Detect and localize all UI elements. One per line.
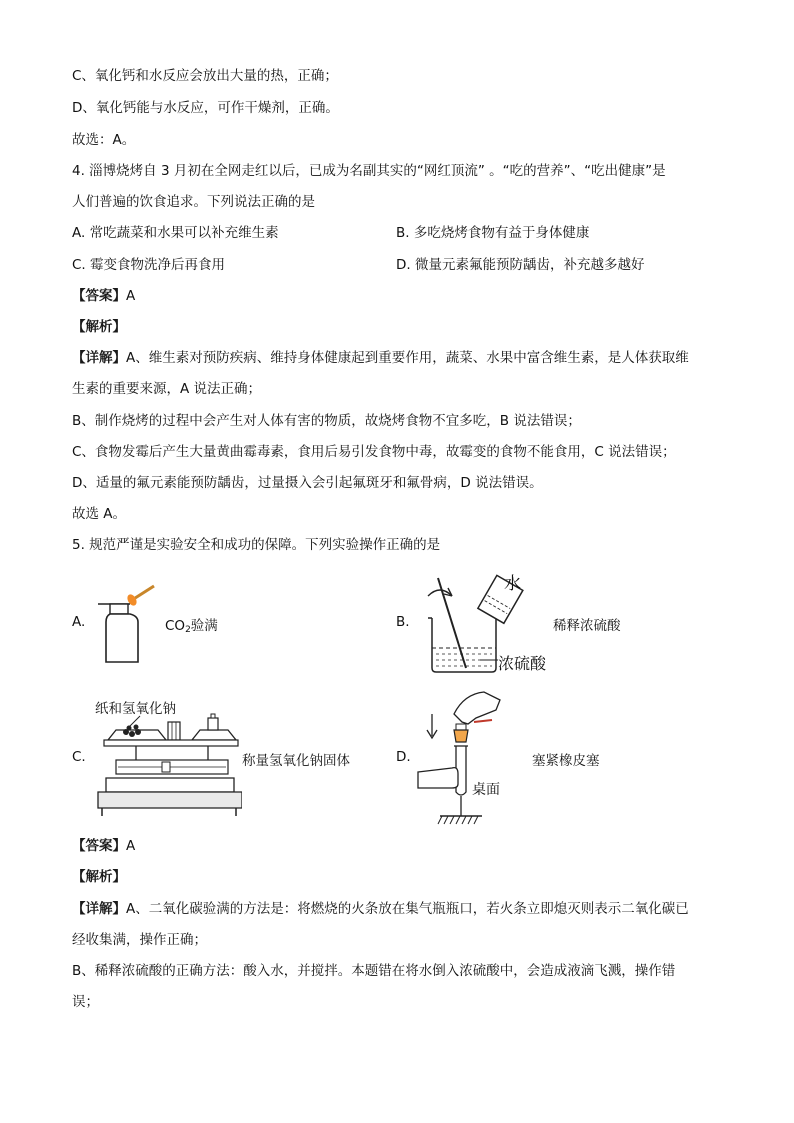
q5-option-b-caption: 稀释浓硫酸 <box>553 618 621 634</box>
q4-answer-line <box>72 287 135 305</box>
q4-option-b: B. 多吃烧烤食物有益于身体健康 <box>396 225 590 241</box>
q4-option-d: D. 微量元素氟能预防龋齿，补充越多越好 <box>396 257 645 273</box>
q4-detail-line1: 【详解】A、维生素对预防疾病、维持身体健康起到重要作用，蔬菜、水果中富含维生素，是人体获取维 <box>72 350 689 366</box>
q3-option-d-analysis: D、氧化钙能与水反应，可作干燥剂，正确。 <box>72 100 339 116</box>
q5-option-c-top-label: 纸和氢氧化钠 <box>95 701 176 717</box>
q5-option-a-caption: $CO_2$验满 <box>165 618 218 635</box>
answer-tag: 【答案】 <box>72 288 126 304</box>
q4-choice: 故选 A。 <box>72 506 127 522</box>
detail-tag: 【详解】 <box>72 350 126 366</box>
q5-detail-line4: 误； <box>72 994 99 1010</box>
detail-tag: 【详解】 <box>72 901 126 917</box>
q4-option-c: C. 霉变食物洗净后再食用 <box>72 257 226 273</box>
q5-option-b-water-label: 水 <box>504 574 521 594</box>
q5-option-c-caption: 称量氢氧化钠固体 <box>242 753 350 769</box>
q5-detail-line2: 经收集满，操作正确； <box>72 932 207 948</box>
q3-option-c-analysis: C、氧化钙和水反应会放出大量的热，正确； <box>72 68 338 84</box>
q5-option-a-letter: A. <box>72 614 86 630</box>
q3-choice: 故选：A。 <box>72 132 136 148</box>
answer-tag: 【答案】 <box>72 838 126 854</box>
q5-answer-line <box>72 837 135 855</box>
answer-value: A <box>126 288 136 304</box>
balance-illustration <box>96 712 242 824</box>
q5-detail-line1: 【详解】A、二氧化碳验满的方法是：将燃烧的火条放在集气瓶瓶口，若火条立即熄灭则表示二氧化碳已 <box>72 901 689 917</box>
q5-option-d-caption: 塞紧橡皮塞 <box>532 753 600 769</box>
q4-option-a: A. 常吃蔬菜和水果可以补充维生素 <box>72 225 279 241</box>
q4-stem-line1: 4. 淄博烧烤自 3 月初在全网走红以后，已成为名副其实的“网红顶流” 。“吃的营养”、“吃出健康”是 <box>72 163 666 179</box>
q4-detail-line5: D、适量的氟元素能预防龋齿，过量摄入会引起氟斑牙和氟骨病，D 说法错误。 <box>72 475 543 491</box>
q5-stem: 5. 规范严谨是实验安全和成功的保障。下列实验操作正确的是 <box>72 537 441 553</box>
q4-detail-line3: B、制作烧烤的过程中会产生对人体有害的物质，故烧烤食物不宜多吃，B 说法错误； <box>72 413 581 429</box>
test-tube-stopper-illustration <box>416 688 506 828</box>
answer-value: A <box>126 838 136 854</box>
q4-detail-line4: C、食物发霉后产生大量黄曲霉毒素，食用后易引发食物中毒，故霉变的食物不能食用，C 说法错误； <box>72 444 676 460</box>
q4-analysis-tag: 【解析】 <box>72 319 126 335</box>
q4-stem-line2: 人们普遍的饮食追求。下列说法正确的是 <box>72 194 315 210</box>
q5-detail-line3: B、稀释浓硫酸的正确方法：酸入水，并搅拌。本题错在将水倒入浓硫酸中，会造成液滴飞溅，操作错 <box>72 963 676 979</box>
q5-option-b-acid-label: 浓硫酸 <box>498 654 547 673</box>
q5-option-d-letter: D. <box>396 749 411 765</box>
q5-option-c-letter: C. <box>72 749 86 765</box>
q5-option-b-letter: B. <box>396 614 410 630</box>
q5-analysis-tag: 【解析】 <box>72 869 126 885</box>
q4-detail-line2: 生素的重要来源，A 说法正确； <box>72 381 262 397</box>
q5-option-d-table-label: 桌面 <box>472 782 500 798</box>
gas-jar-splint-illustration <box>90 572 160 668</box>
